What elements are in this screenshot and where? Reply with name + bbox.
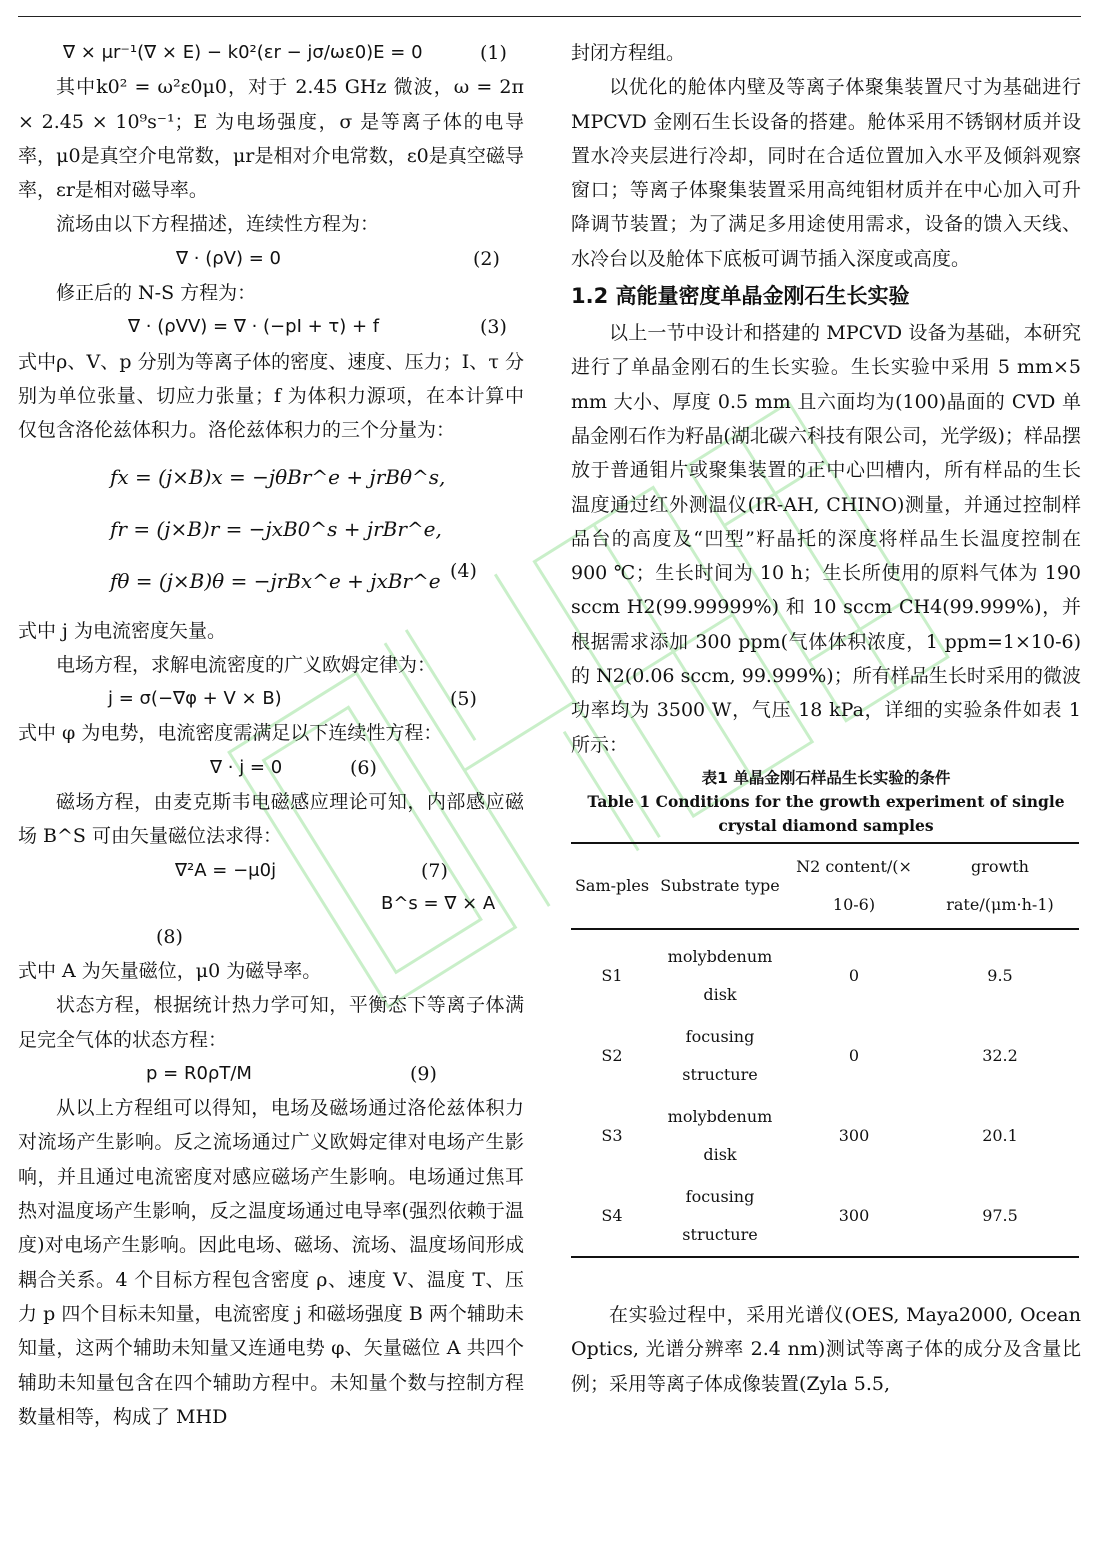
header-rule xyxy=(18,16,1081,17)
column-header: growth rate/(μm·h-1) xyxy=(921,843,1079,929)
equation-number: (3) xyxy=(480,316,507,339)
equation-expression: p = R0ρT/M xyxy=(146,1062,252,1084)
equation-expression: ∇ · (ρV) = 0 xyxy=(176,247,281,269)
equation-line: fr = (j×B)r = −jxB0^s + jrBr^e, xyxy=(110,516,442,541)
equation-number: (6) xyxy=(350,756,377,779)
equation-number: (4) xyxy=(450,559,477,582)
equation-expression: B^s = ∇ × A xyxy=(381,892,496,914)
table-cell: S1 xyxy=(601,965,623,985)
equation-7-8 xyxy=(18,854,524,920)
table-cell: molybdenum disk xyxy=(667,946,773,1004)
table-cell: 0 xyxy=(848,1045,860,1065)
equation-2 xyxy=(18,242,524,276)
equation-4 xyxy=(18,448,524,614)
paragraph: 修正后的 N-S 方程为： xyxy=(56,282,257,305)
equation-expression: j = σ(−∇φ + V × B) xyxy=(108,688,282,710)
equation-6 xyxy=(18,751,524,785)
table-row xyxy=(571,1096,1079,1176)
equation-number: (1) xyxy=(480,42,507,64)
equation-5 xyxy=(18,682,524,716)
paragraph: 式中 φ 为电势，电流密度需满足以下连续性方程： xyxy=(18,722,443,745)
equation-expression: ∇ · (ρVV) = ∇ · (−pI + τ) + f xyxy=(128,316,380,338)
table-cell: S4 xyxy=(571,1176,653,1257)
paragraph: 式中ρ、V、p 分别为等离子体的密度、速度、压力；I、τ 分别为单位张量、切应力张量；f 为体积力源项，在本计算中仅包含洛伦兹体积力。洛伦兹体积力的三个分量为： xyxy=(18,350,524,442)
paragraph: 流场由以下方程描述，连续性方程为： xyxy=(56,213,380,236)
left-column xyxy=(18,36,524,1434)
table-row xyxy=(571,1016,1079,1096)
table-cell: molybdenum disk xyxy=(667,1106,773,1164)
paragraph: 其中k0² = ω²ε0μ0，对于 2.45 GHz 微波，ω = 2π × 2.45 × 10⁹s⁻¹；E 为电场强度，σ 是等离子体的电导率，μ0是真空介电常数，μr是相对介电常数，ε0是真空磁导率，εr是相对磁导率。 xyxy=(18,76,524,202)
equation-line: fθ = (j×B)θ = −jrBx^e + jxBr^e xyxy=(110,568,441,593)
paragraph: 封闭方程组。 xyxy=(571,42,686,64)
paragraph: 式中 j 为电流密度矢量。 xyxy=(18,619,226,642)
table-header-row xyxy=(571,843,1079,929)
equation-1 xyxy=(18,36,524,70)
table-cell: 300 xyxy=(787,1176,921,1257)
equation-expression: ∇²A = −μ0j xyxy=(175,859,277,881)
paragraph: 式中 A 为矢量磁位，μ0 为磁导率。 xyxy=(18,959,322,982)
paragraph: 从以上方程组可以得知，电场及磁场通过洛伦兹体积力对流场产生影响。反之流场通过广义欧姆定律对电场产生影响，并且通过电流密度对感应磁场产生影响。电场通过焦耳热对温度场产生影响，反之温度场通过电导率(强烈依赖于温度)对电场产生影响。因此电场、磁场、流场、温度场间形成耦合关系。4 个目标方程包含密度 ρ、速度 V、温度 T、压力 p 四个目标未知量，电流密度 j 和磁场强度 B 两个辅助未知量，这两个辅助未知量又连通电势 φ、矢量磁位 A 共四个辅助未知量包含在四个辅助方程中。未知量个数与控制方程数量相等，构成了 MHD xyxy=(18,1097,524,1428)
conditions-table xyxy=(571,842,1079,1258)
equation-expression: ∇ · j = 0 xyxy=(210,756,283,778)
equation-number: (5) xyxy=(450,688,477,711)
table-cell: S3 xyxy=(601,1125,623,1145)
column-header: N2 content/(× 10-6) xyxy=(787,843,921,929)
equation-3 xyxy=(18,310,524,344)
table-cell: 0 xyxy=(848,965,860,985)
paragraph: 以优化的舱体内壁及等离子体聚集装置尺寸为基础进行 MPCVD 金刚石生长设备的搭建。舱体采用不锈钢材质并设置水冷夹层进行冷却，同时在合适位置加入水平及倾斜观察窗口；等离子体聚集装置采用高纯钼材质并在中心加入可升降调节装置；为了满足多用途使用需求，设备的馈入天线、水冷台以及舱体下底板可调节插入深度或高度。 xyxy=(571,76,1081,270)
equation-line: fx = (j×B)x = −jθBr^e + jrBθ^s, xyxy=(110,464,446,489)
table-cell: focusing structure xyxy=(682,1026,758,1084)
equation-8-number-line xyxy=(18,920,524,954)
section-heading: 1.2 高能量密度单晶金刚石生长实验 xyxy=(571,284,910,309)
table-cell: 20.1 xyxy=(982,1125,1018,1145)
column-header: Substrate type xyxy=(653,843,787,929)
equation-number: (7) xyxy=(421,859,448,882)
equation-number: (9) xyxy=(410,1062,437,1085)
table-cell: S2 xyxy=(601,1045,623,1065)
table-row xyxy=(571,1176,1079,1257)
table-caption-en: Table 1 Conditions for the growth experiment of single crystal diamond samples xyxy=(587,791,1065,835)
table-caption-cn: 表1 单晶金刚石样品生长实验的条件 xyxy=(701,768,951,787)
equation-expression: ∇ × μr⁻¹(∇ × E) − k0²(εr − jσ/ωε0)E = 0 xyxy=(63,42,423,63)
table-cell: 97.5 xyxy=(921,1176,1079,1257)
right-column xyxy=(571,36,1081,1401)
table-cell: 300 xyxy=(838,1125,870,1145)
table-row xyxy=(571,929,1079,1016)
paragraph: 电场方程，求解电流密度的广义欧姆定律为： xyxy=(56,653,437,676)
equation-9 xyxy=(18,1057,524,1091)
table-cell: focusing structure xyxy=(653,1176,787,1257)
paragraph: 在实验过程中，采用光谱仪(OES, Maya2000, Ocean Optics, 光谱分辨率 2.4 nm)测试等离子体的成分及含量比例；采用等离子体成像装置(Zyla 5.5, xyxy=(571,1303,1081,1395)
paragraph: 以上一节中设计和搭建的 MPCVD 设备为基础，本研究进行了单晶金刚石的生长实验。生长实验中采用 5 mm×5 mm 大小、厚度 0.5 mm 且六面均为(100)晶面的 CVD 单晶金刚石作为籽晶(湖北碳六科技有限公司，光学级)；样品摆放于普通钼片或聚集装置的正中心凹槽内，所有样品的生长温度通过红外测温仪(IR-AH, CHINO)测量，并通过控制样品台的高度及“凹型”籽晶托的深度将样品生长温度控制在 900 ℃；生长时间为 10 h；生长所使用的原料气体为 190 sccm H2(99.99999%) 和 10 sccm CH4(99.999%)，并根据需求添加 300 ppm(气体体积浓度，1 ppm=1×10-6)的 N2(0.06 sccm, 99.999%)；所有样品生长时采用的微波功率均为 3500 W，气压 18 kPa，详细的实验条件如表 1 所示： xyxy=(571,322,1081,756)
table-cell: 32.2 xyxy=(982,1045,1018,1065)
equation-number: (8) xyxy=(156,925,183,948)
equation-number: (2) xyxy=(473,247,500,270)
table-cell: 9.5 xyxy=(987,965,1013,985)
paragraph: 状态方程，根据统计热力学可知，平衡态下等离子体满足完全气体的状态方程： xyxy=(18,994,524,1051)
paragraph: 磁场方程，由麦克斯韦电磁感应理论可知，内部感应磁场 B^S 可由矢量磁位法求得： xyxy=(18,791,524,848)
column-header: Sam-ples xyxy=(571,843,653,929)
